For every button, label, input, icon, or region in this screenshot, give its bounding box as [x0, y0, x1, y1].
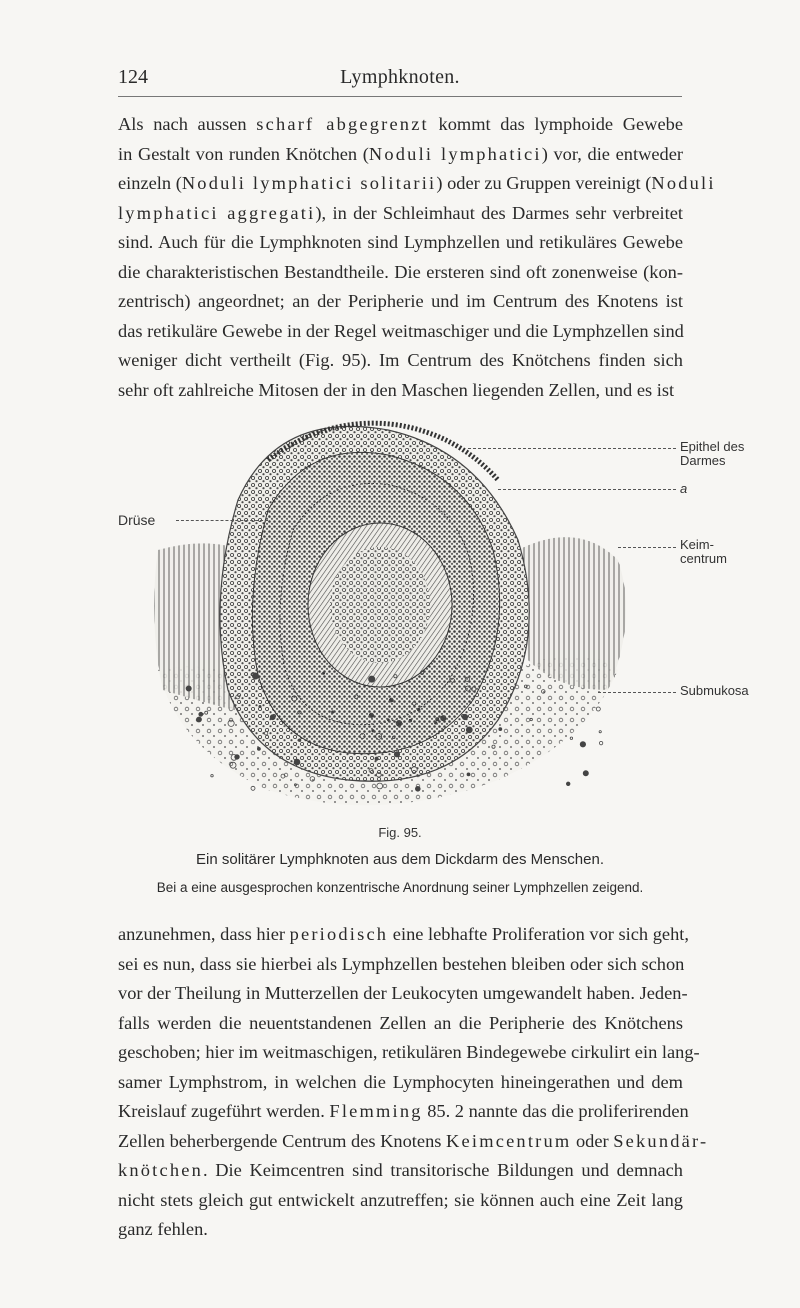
- cell-dot: [435, 722, 437, 724]
- leader-submukosa: [598, 692, 676, 693]
- cell-dot: [415, 786, 420, 791]
- emphasized-term: Flemming: [329, 1101, 423, 1121]
- label-druese: Drüse: [118, 512, 156, 528]
- cell-dot: [599, 741, 602, 744]
- cell-dot: [499, 728, 502, 731]
- text-line: [118, 1127, 709, 1157]
- cell-dot: [596, 707, 600, 711]
- text-run: nicht stets gleich gut entwickelt anzutreffen; sie können auch eine Zeit lang: [118, 1189, 683, 1210]
- cell-dot: [251, 786, 255, 790]
- text-run: kommt das lymphoide Gewebe: [428, 114, 683, 134]
- paragraph-bottom: [118, 920, 709, 1245]
- figure-caption-sub: Bei a eine ausgesprochen konzentrische Anordnung seiner Lymphzellen zeigend.: [156, 880, 644, 895]
- text-line: [118, 950, 683, 980]
- text-run: ), in der Schleimhaut des Darmes sehr verbreitet: [315, 202, 683, 223]
- cell-dot: [436, 718, 439, 721]
- text-line: [118, 317, 683, 347]
- cell-dot: [298, 739, 301, 742]
- emphasized-term: scharf abgegrenzt: [256, 114, 429, 134]
- text-line: [118, 258, 683, 288]
- text-run: sind. Auch für die Lymphknoten sind Lymphzellen und retikuläres Gewebe: [118, 232, 683, 252]
- text-run: anzunehmen, dass hier: [118, 924, 290, 944]
- text-line: [118, 346, 683, 376]
- text-run: falls werden die neuentstandenen Zellen an die Peripherie des Knötchens: [118, 1012, 683, 1033]
- text-run: . Die Keimcentren sind transitorische Bildungen und demnach: [203, 1160, 683, 1180]
- text-line: [118, 1068, 683, 1098]
- text-run: sehr oft zahlreiche Mitosen der in den Maschen liegenden Zellen, und es ist: [118, 379, 675, 400]
- cell-dot: [466, 727, 472, 733]
- emphasized-term: Sekundär-: [613, 1130, 709, 1151]
- cell-dot: [387, 719, 389, 721]
- label-a: a: [680, 481, 688, 496]
- cell-dot: [372, 730, 374, 732]
- figure-lymph-node: [118, 420, 749, 820]
- label-submukosa: Submukosa: [680, 683, 749, 698]
- cell-dot: [186, 686, 191, 691]
- cell-dot: [394, 752, 399, 757]
- text-run: vor der Theilung in Mutterzellen der Leukocyten umgewandelt haben. Jeden-: [118, 983, 688, 1003]
- cell-dot: [566, 782, 570, 786]
- text-line: [118, 287, 683, 317]
- emphasized-term: Keimcentrum: [446, 1130, 572, 1151]
- text-line: [118, 140, 683, 170]
- emphasized-term: Noduli lymphatici solitarii: [181, 173, 437, 193]
- text-run: Kreislauf zugeführt werden.: [118, 1101, 330, 1121]
- cell-dot: [441, 716, 446, 721]
- text-line: [118, 1186, 683, 1216]
- text-line: [118, 1097, 689, 1127]
- cell-dot: [257, 747, 260, 750]
- text-line: [118, 1156, 683, 1186]
- cell-dot: [375, 757, 378, 760]
- text-run: ) vor, die entweder: [541, 143, 683, 164]
- text-line: [118, 1038, 700, 1068]
- leader-a: [498, 489, 676, 490]
- cell-dot: [389, 698, 393, 702]
- label-epithel-des-darmes: Epithel des Darmes: [680, 439, 745, 468]
- text-run: zentrisch) angeordnet; an der Peripherie und im Centrum des Knotens ist: [118, 291, 683, 311]
- text-line: [118, 169, 716, 199]
- leader-keimcentrum: [618, 547, 676, 548]
- cell-dot: [199, 712, 203, 716]
- header-rule: [118, 96, 682, 97]
- label-keimcentrum: Keim- centrum: [680, 537, 727, 566]
- text-run: samer Lymphstrom, in welchen die Lymphocyten hineingerathen und dem: [118, 1071, 683, 1092]
- text-line: [118, 376, 683, 406]
- emphasized-term: Noduli lymphatici: [368, 143, 542, 164]
- cell-dot: [599, 731, 601, 733]
- paragraph-top: [118, 110, 716, 405]
- emphasized-term: lymphatici aggregati: [118, 202, 316, 223]
- text-line: [118, 1009, 683, 1039]
- text-run: das retikuläre Gewebe in der Regel weitmaschiger und die Lymphzellen sind: [118, 320, 684, 341]
- cell-dot: [417, 708, 420, 711]
- node-germinal-center: [308, 523, 452, 687]
- leader-druese: [176, 520, 268, 521]
- cell-dot: [396, 720, 402, 726]
- text-run: geschoben; hier im weitmaschigen, retikulären Bindegewebe cirkulirt ein lang-: [118, 1042, 700, 1062]
- text-line: [118, 110, 683, 140]
- leader-epithel: [468, 448, 676, 449]
- text-line: [118, 228, 683, 258]
- text-run: einzeln (: [118, 173, 182, 193]
- cell-dot: [270, 715, 275, 720]
- emphasized-term: knötchen: [118, 1160, 204, 1180]
- emphasized-term: Noduli: [651, 173, 716, 193]
- text-run: weniger dicht vertheilt (Fig. 95). Im Centrum des Knötchens finden sich: [118, 350, 683, 370]
- figure-caption: Ein solitärer Lymphknoten aus dem Dickdarm des Menschen.: [196, 851, 604, 868]
- text-run: 85. 2 nannte das die proliferirenden: [422, 1101, 689, 1121]
- cell-dot: [583, 771, 588, 776]
- cell-dot: [580, 742, 585, 747]
- text-line: [118, 1215, 683, 1245]
- text-run: ganz fehlen.: [118, 1219, 208, 1239]
- cell-dot: [294, 759, 300, 765]
- cell-dot: [570, 737, 572, 739]
- cell-dot: [197, 717, 202, 722]
- text-run: sei es nun, dass sie hierbei als Lymphzellen bestehen bleiben oder sich schon: [118, 953, 685, 974]
- page-header: [118, 66, 682, 96]
- cell-dot: [369, 676, 375, 682]
- cell-dot: [211, 775, 213, 777]
- text-line: [118, 920, 689, 950]
- text-run: oder: [571, 1130, 614, 1151]
- text-run: Zellen beherbergende Centrum des Knotens: [118, 1130, 447, 1151]
- cell-dot: [467, 773, 470, 776]
- cell-dot: [369, 713, 373, 717]
- cell-dot: [332, 711, 334, 713]
- text-run: eine lebhafte Proliferation vor sich geht,: [388, 924, 689, 944]
- emphasized-term: periodisch: [289, 924, 389, 944]
- cell-dot: [259, 705, 261, 707]
- text-run: ) oder zu Gruppen vereinigt (: [436, 173, 652, 193]
- page-number: 124: [118, 66, 148, 88]
- text-line: [118, 979, 688, 1009]
- cell-dot: [409, 719, 412, 722]
- cell-dot: [322, 672, 324, 674]
- text-run: die charakteristischen Bestandtheile. Die ersteren sind oft zonenweise (kon-: [118, 261, 683, 282]
- figure-number: Fig. 95.: [378, 825, 422, 840]
- cell-dot: [462, 714, 467, 719]
- text-run: Als nach aussen: [118, 114, 257, 134]
- cell-dot: [235, 755, 240, 760]
- text-line: [118, 199, 683, 229]
- lymph-node-illustration: [118, 420, 718, 820]
- running-title: Lymphknoten.: [340, 66, 460, 88]
- text-run: in Gestalt von runden Knötchen (: [118, 143, 369, 164]
